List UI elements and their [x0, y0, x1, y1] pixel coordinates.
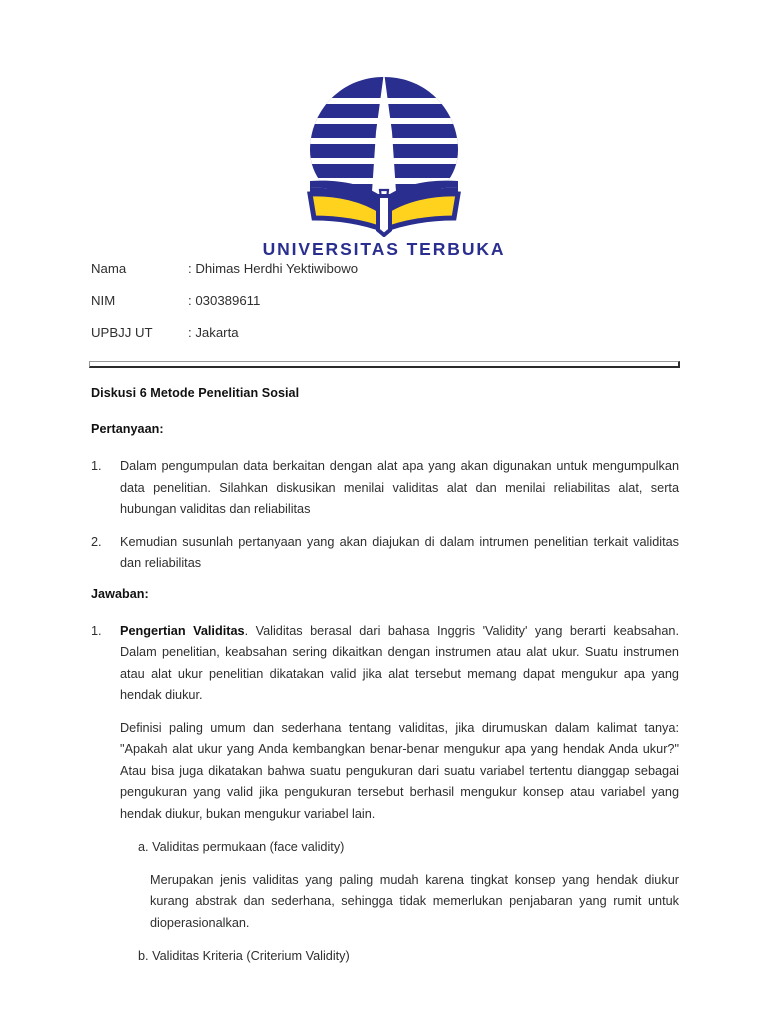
page-title: Diskusi 6 Metode Penelitian Sosial: [91, 386, 300, 400]
list-item-text: Dalam pengumpulan data berkaitan dengan alat apa yang akan digunakan untuk mengumpulkan data penelitian. Silahkan diskusikan menilai validitas alat dan menilai reliabilitas alat, serta hubungan validitas dan reliabilitas: [120, 459, 679, 516]
horizontal-rule: [89, 361, 680, 368]
logo-wordmark: UNIVERSITAS TERBUKA: [262, 239, 506, 259]
logo-block: [0, 72, 768, 260]
questions-heading: Pertanyaan:: [91, 422, 164, 436]
subitem-body-a: Merupakan jenis validitas yang paling mudah karena tingkat konsep yang hendak diukur kurang abstrak dan sederhana, sehingga tidak memerlukan penjabaran yang rumit untuk dioperasionalkan.: [150, 872, 679, 930]
subitem-heading-b: b. Validitas Kriteria (Criterium Validity): [138, 949, 350, 963]
list-item-number: 2.: [91, 534, 102, 549]
identity-row-nama: [91, 261, 681, 277]
identity-row-upbjj: [91, 325, 681, 341]
list-item-text: Kemudian susunlah pertanyaan yang akan diajukan di dalam intrumen penelitian terkait validitas dan reliabilitas: [120, 534, 679, 570]
identity-value: : Jakarta: [188, 325, 239, 340]
identity-value: : Dhimas Herdhi Yektiwibowo: [188, 261, 359, 276]
identity-row-nim: [91, 293, 681, 309]
list-item: [91, 532, 679, 575]
identity-value: : 030389611: [188, 293, 261, 308]
identity-label: NIM: [91, 293, 116, 308]
answer-one-body: [120, 621, 679, 979]
universitas-terbuka-logo-icon: [284, 72, 484, 237]
answer-one-paragraph-two: Definisi paling umum dan sederhana tentang validitas, jika dirumuskan dalam kalimat tanya: "Apakah alat ukur yang Anda kembangkan benar-benar mengukur apa yang hendak Anda ukur?" Atau bisa juga dikatakan bahwa suatu pengukuran dari suatu variabel tertentu dianggap sebagai pengukuran yang valid jika pengukuran tersebut berhasil mengukur konsep atau variabel yang hendak diukur, bukan mengukur variabel lain.: [120, 720, 679, 821]
answer-one-lead-rest: . Validitas berasal dari bahasa Inggris 'Validity' yang berarti keabsahan. Dalam penelitian, keabsahan sering dikaitkan dengan instrumen atau alat ukur. Suatu instrumen atau alat ukur penelitian dikatakan valid jika alat tersebut memang dapat mengukur apa yang hendak diukur.: [120, 623, 679, 702]
document-content: [91, 385, 679, 990]
identity-label: UPBJJ UT: [91, 325, 153, 340]
identity-label: Nama: [91, 261, 127, 276]
answers-heading: Jawaban:: [91, 586, 149, 601]
list-item-number: 1.: [91, 459, 102, 473]
answer-one-lead: [120, 621, 679, 707]
answer-one-subitems: [120, 837, 679, 968]
list-item: [91, 621, 679, 979]
answers-list: [91, 621, 679, 979]
answer-one-lead-bold: Pengertian Validitas: [120, 623, 245, 638]
list-item: [91, 456, 679, 521]
identity-block: [91, 261, 681, 357]
questions-list: [91, 456, 679, 575]
list-item-number: 1.: [91, 623, 102, 638]
subitem-heading-a: a. Validitas permukaan (face validity): [138, 840, 345, 854]
